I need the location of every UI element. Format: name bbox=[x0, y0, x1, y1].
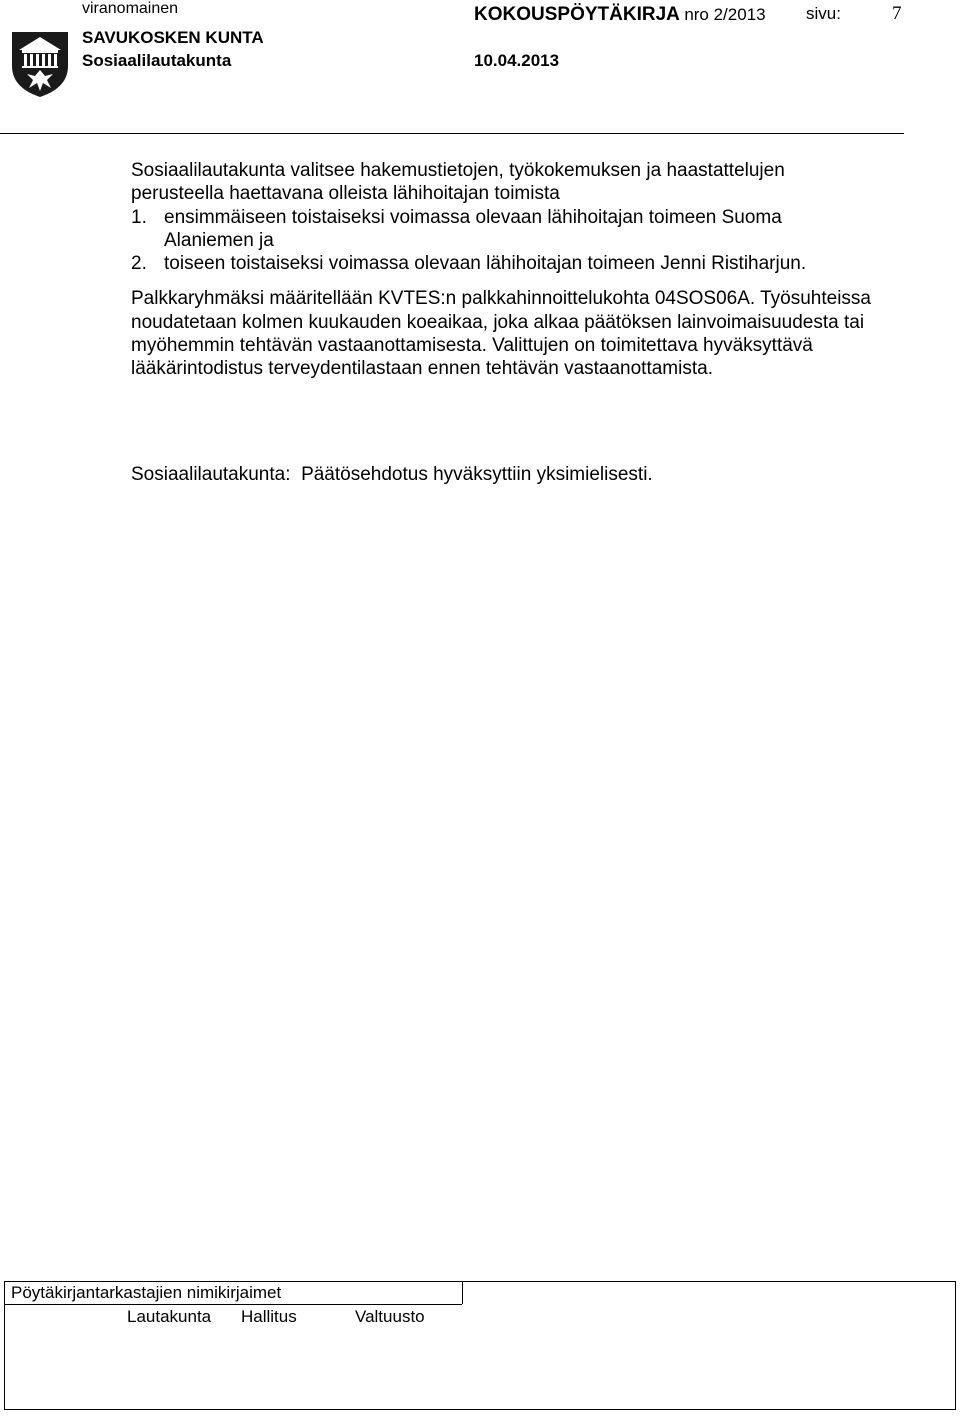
signature-box-title: Pöytäkirjantarkastajien nimikirjaimet bbox=[11, 1283, 282, 1302]
header-divider bbox=[0, 133, 904, 134]
decision-text: Päätösehdotus hyväksyttiin yksimielisesti. bbox=[301, 464, 653, 485]
minutes-number: nro 2/2013 bbox=[684, 5, 766, 24]
municipality-name: SAVUKOSKEN KUNTA bbox=[82, 28, 264, 47]
signature-column-lautakunta: Lautakunta bbox=[127, 1307, 212, 1326]
coat-of-arms-icon bbox=[9, 28, 71, 98]
meeting-date: 10.04.2013 bbox=[474, 51, 560, 70]
signature-box bbox=[4, 1281, 956, 1410]
list-item bbox=[131, 206, 871, 253]
page-label: sivu: bbox=[806, 4, 841, 23]
decision-label: Sosiaalilautakunta: bbox=[131, 464, 291, 485]
signature-column-hallitus: Hallitus bbox=[241, 1307, 297, 1326]
decision-line bbox=[131, 464, 653, 486]
terms-paragraph: Palkkaryhmäksi määritellään KVTES:n palkkahinnoittelukohta 04SOS06A. Työsuhteissa noudatetaan kolmen kuukauden koeaikaa, joka alkaa päätöksen lainvoimaisuudesta tai myöhemmin tehtävän vastaanottamisesta. Valittujen on toimitettava hyväksyttävä lääkärintodistus terveydentilastaan ennen tehtävän vastaanottamista. bbox=[131, 288, 871, 380]
list-item-number: 1. bbox=[131, 206, 147, 228]
list-item bbox=[131, 252, 871, 275]
list-item-number: 2. bbox=[131, 253, 147, 275]
document-title bbox=[474, 4, 766, 26]
intro-text: Sosiaalilautakunta valitsee hakemustietojen, työkokemuksen ja haastattelujen perusteella haettavana olleista lähihoitajan toimista bbox=[131, 160, 785, 205]
list-item-text: ensimmäiseen toistaiseksi voimassa olevaan lähihoitajan toimeen Suoma Alaniemen ja bbox=[164, 206, 782, 251]
committee-name: Sosiaalilautakunta bbox=[82, 51, 232, 70]
minutes-title: KOKOUSPÖYTÄKIRJA bbox=[474, 4, 680, 25]
document-type: viranomainen bbox=[82, 0, 179, 17]
signature-column-valtuusto: Valtuusto bbox=[355, 1307, 425, 1326]
list-item-text: toiseen toistaiseksi voimassa olevaan lähihoitajan toimeen Jenni Ristiharjun. bbox=[164, 253, 807, 275]
decision-body bbox=[131, 159, 871, 381]
page-number: 7 bbox=[892, 3, 902, 24]
